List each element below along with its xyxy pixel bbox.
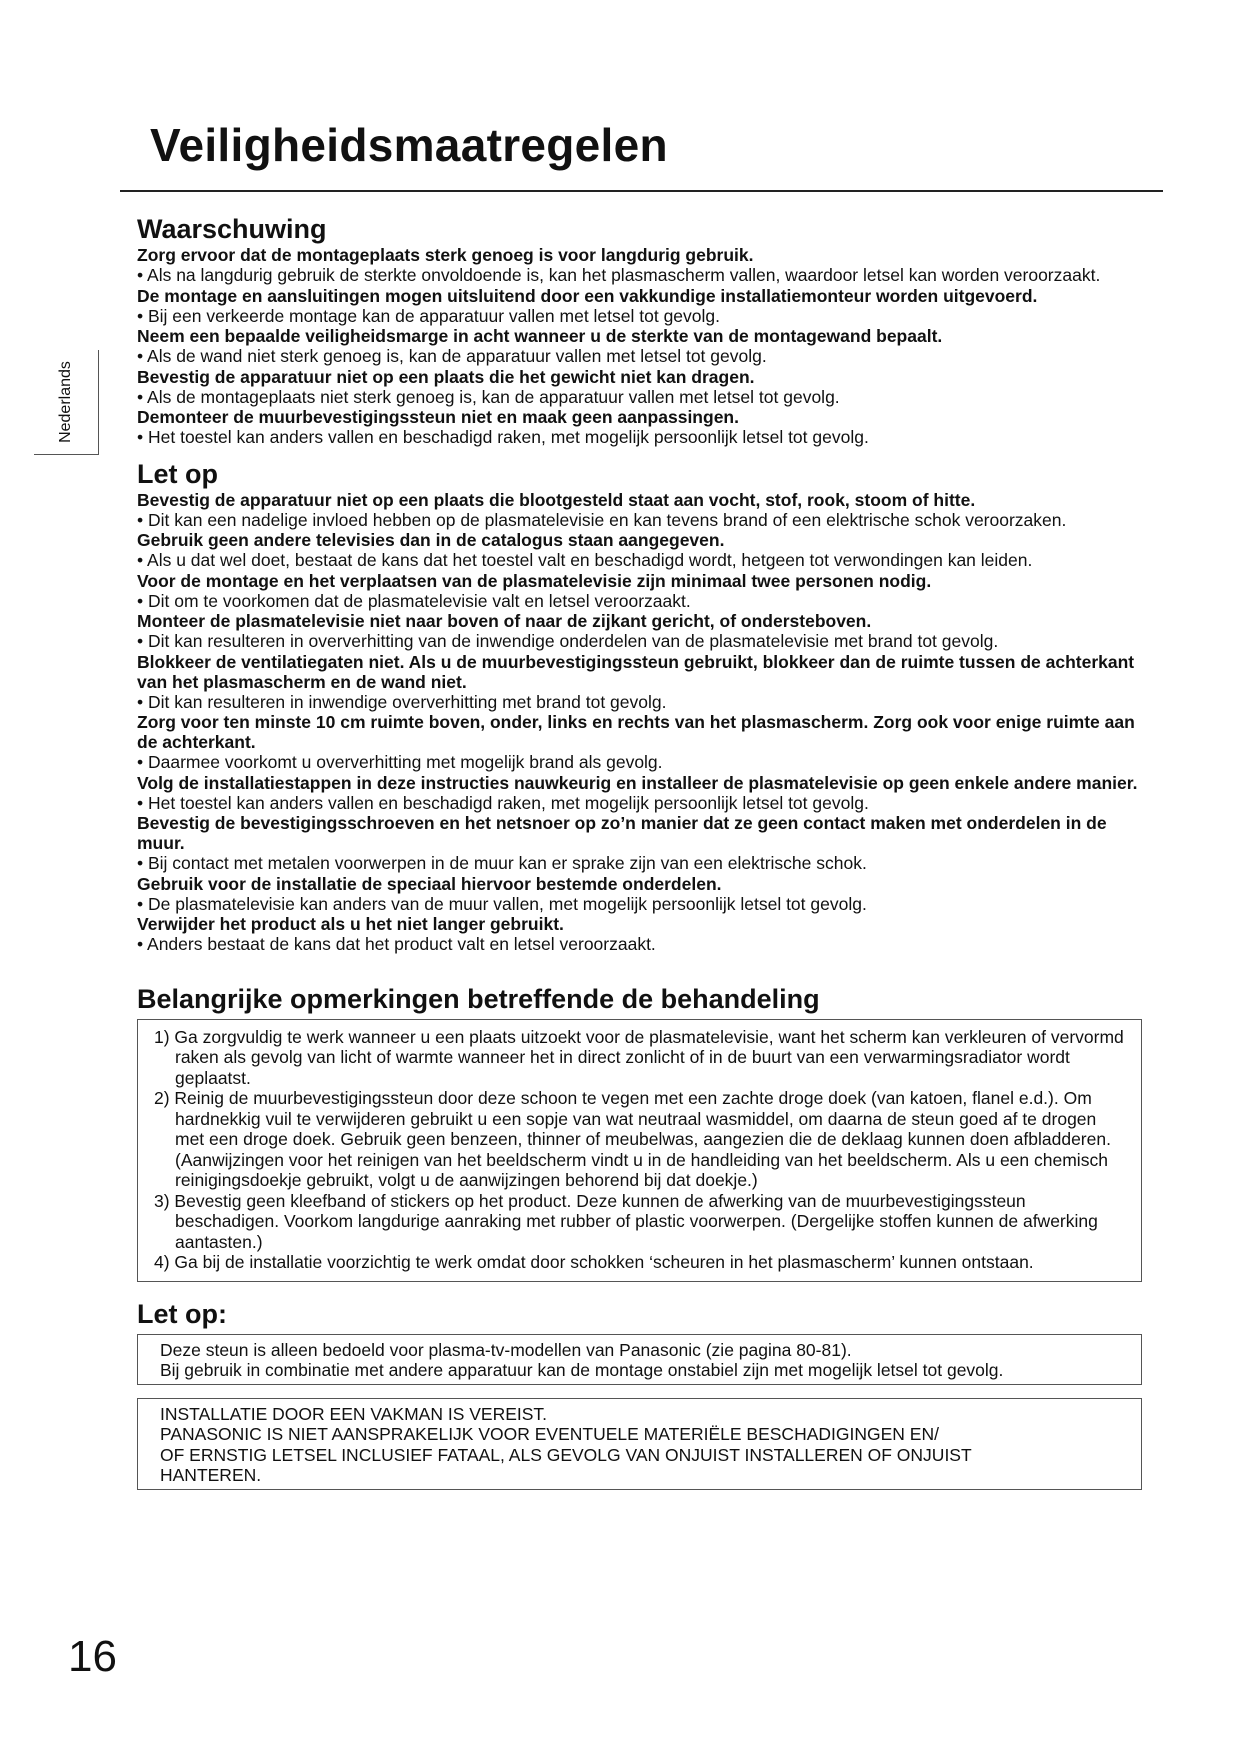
page-number: 16 [68,1632,117,1681]
caution-item-bullet: • Bij contact met metalen voorwerpen in de muur kan er sprake zijn van een elektrische schok. [137,853,867,873]
caution-item-title: Volg de installatiestappen in deze instructies nauwkeurig en installeer de plasmatelevisie op geen enkele andere manier. [137,772,1138,793]
note-heading: Let op: [137,1298,227,1329]
caution-item [137,571,1147,612]
disclaimer-line: PANASONIC IS NIET AANSPRAKELIJK VOOR EVENTUELE MATERIËLE BESCHADIGINGEN EN/ [160,1424,939,1444]
note-box [137,1334,1142,1385]
caution-item-title: Gebruik geen andere televisies dan in de catalogus staan aangegeven. [137,530,725,550]
handling-note-subtext: (Aanwijzingen voor het reinigen van het beeldscherm vindt u in de handleiding van het beeldscherm. Als u een chemisch reinigingsdoekje gebruikt, volgt u de aanwijzingen behorend bij dat doekje.) [175,1149,1108,1190]
caution-item [137,652,1147,713]
warning-item-bullet: • Als de montageplaats niet sterk genoeg is, kan de apparatuur vallen met letsel tot gevolg. [137,386,840,407]
caution-item [137,874,1147,915]
caution-item [137,712,1147,773]
caution-item-title: Monteer de plasmatelevisie niet naar boven of naar de zijkant gericht, of ondersteboven. [137,611,872,631]
language-tab [34,350,99,455]
caution-item-title: Blokkeer de ventilatiegaten niet. Als u de muurbevestigingssteun gebruikt, blokkeer dan de ruimte tussen de achterkant van het plasmascherm en de wand niet. [137,651,1135,692]
warning-section [137,213,1147,448]
warning-item [137,326,1147,367]
caution-item-title: Zorg voor ten minste 10 cm ruimte boven, onder, links en rechts van het plasmascherm. Zorg ook voor enige ruimte aan de achterkant. [137,712,1135,752]
note-section [137,1298,1147,1385]
warning-item-title: Demonteer de muurbevestigingssteun niet en maak geen aanpassingen. [137,407,739,427]
warning-item-bullet: • Als de wand niet sterk genoeg is, kan de apparatuur vallen met letsel tot gevolg. [137,346,767,366]
language-tab-label: Nederlands [57,361,74,443]
warning-heading: Waarschuwing [137,214,327,244]
content-area [137,213,1147,1490]
handling-note [154,1252,1129,1273]
handling-note [154,1191,1129,1253]
caution-heading: Let op [137,458,218,489]
caution-item [137,490,1147,531]
handling-note-text: 1) Ga zorgvuldig te werk wanneer u een plaats uitzoekt voor de plasmatelevisie, want het scherm kan verkleuren of vervormd raken als gevolg van licht of warmte wanneer het in direct zonlicht of in de buurt van een verwarmingsradiator wordt geplaatst. [154,1026,1124,1088]
note-line: Bij gebruik in combinatie met andere apparatuur kan de montage onstabiel zijn met mogelijk letsel tot gevolg. [160,1360,1004,1380]
caution-item-bullet: • Het toestel kan anders vallen en beschadigd raken, met mogelijk persoonlijk letsel tot gevolg. [137,792,869,813]
caution-item [137,773,1147,814]
handling-note-text: 2) Reinig de muurbevestigingssteun door deze schoon te vegen met een zachte droge doek (van katoen, flanel e.d.). Om hardnekkig vuil te verwijderen gebruikt u een sopje van wat neutraal wasmiddel, om daarna de steun goed af te drogen met een droge doek. Gebruik geen benzeen, thinner of meubelwas, aangezien die de deklaag kunnen doen afbladderen. [154,1088,1111,1149]
warning-item-title: Zorg ervoor dat de montageplaats sterk genoeg is voor langdurig gebruik. [137,245,754,265]
handling-section [137,983,1147,1282]
caution-item-bullet: • Als u dat wel doet, bestaat de kans dat het toestel valt en beschadigd wordt, hetgeen tot verwondingen kan leiden. [137,550,1033,570]
warning-item [137,286,1147,327]
warning-item-bullet: • Het toestel kan anders vallen en beschadigd raken, met mogelijk persoonlijk letsel tot gevolg. [137,427,869,447]
note-line: Deze steun is alleen bedoeld voor plasma-tv-modellen van Panasonic (zie pagina 80-81). [160,1339,852,1360]
caution-section [137,458,1147,955]
caution-item-bullet: • Anders bestaat de kans dat het product valt en letsel veroorzaakt. [137,934,656,954]
warning-item-bullet: • Als na langdurig gebruik de sterkte onvoldoende is, kan het plasmascherm vallen, waardoor letsel kan worden veroorzaakt. [137,265,1101,285]
handling-note [154,1088,1129,1191]
caution-item-title: Bevestig de bevestigingsschroeven en het netsnoer op zo’n manier dat ze geen contact maken met onderdelen in de muur. [137,813,1107,853]
warning-item [137,407,1147,448]
page-title: Veiligheidsmaatregelen [150,119,668,171]
handling-note-text: 4) Ga bij de installatie voorzichtig te werk omdat door schokken ‘scheuren in het plasmascherm’ kunnen ontstaan. [154,1252,1034,1272]
caution-item [137,530,1147,571]
caution-item [137,813,1147,874]
caution-item-title: Voor de montage en het verplaatsen van de plasmatelevisie zijn minimaal twee personen nodig. [137,570,932,591]
caution-item-title: Gebruik voor de installatie de speciaal hiervoor bestemde onderdelen. [137,873,722,894]
caution-item-title: Verwijder het product als u het niet langer gebruikt. [137,914,564,934]
warning-item [137,245,1147,286]
caution-item-title: Bevestig de apparatuur niet op een plaats die blootgesteld staat aan vocht, stof, rook, stoom of hitte. [137,489,976,510]
caution-item-bullet: • De plasmatelevisie kan anders van de muur vallen, met mogelijk persoonlijk letsel tot gevolg. [137,893,867,914]
handling-note-text: 3) Bevestig geen kleefband of stickers op het product. Deze kunnen de afwerking van de muurbevestigingssteun beschadigen. Voorkom langdurige aanraking met rubber of plastic voorwerpen. (Dergelijke stoffen kunnen de afwerking aantasten.) [154,1190,1098,1252]
caution-item-bullet: • Daarmee voorkomt u oververhitting met mogelijk brand als gevolg. [137,752,663,772]
disclaimer-line: HANTEREN. [160,1465,262,1485]
caution-item-bullet: • Dit kan een nadelige invloed hebben op de plasmatelevisie en kan tevens brand of een elektrische schok veroorzaken. [137,509,1067,530]
caution-item-bullet: • Dit kan resulteren in inwendige oververhitting met brand tot gevolg. [137,691,667,712]
warning-item-title: Neem een bepaalde veiligheidsmarge in acht wanneer u de sterkte van de montagewand bepaalt. [137,326,943,346]
handling-note [154,1027,1129,1089]
disclaimer-line: INSTALLATIE DOOR EEN VAKMAN IS VEREIST. [160,1403,548,1424]
warning-item-title: De montage en aansluitingen mogen uitsluitend door een vakkundige installatiemonteur worden uitgevoerd. [137,285,1038,306]
caution-item-bullet: • Dit om te voorkomen dat de plasmatelevisie valt en letsel veroorzaakt. [137,590,691,611]
title-divider [120,190,1163,192]
handling-heading: Belangrijke opmerkingen betreffende de behandeling [137,983,820,1014]
caution-item [137,611,1147,652]
disclaimer-box [137,1398,1142,1490]
handling-notes-box [137,1019,1142,1282]
warning-item-bullet: • Bij een verkeerde montage kan de apparatuur vallen met letsel tot gevolg. [137,305,721,326]
warning-item-title: Bevestig de apparatuur niet op een plaats die het gewicht niet kan dragen. [137,366,755,387]
caution-item [137,914,1147,955]
caution-item-bullet: • Dit kan resulteren in oververhitting van de inwendige onderdelen van de plasmatelevisie met brand tot gevolg. [137,631,999,651]
warning-item [137,367,1147,408]
disclaimer-line: OF ERNSTIG LETSEL INCLUSIEF FATAAL, ALS GEVOLG VAN ONJUIST INSTALLEREN OF ONJUIST [160,1444,972,1465]
